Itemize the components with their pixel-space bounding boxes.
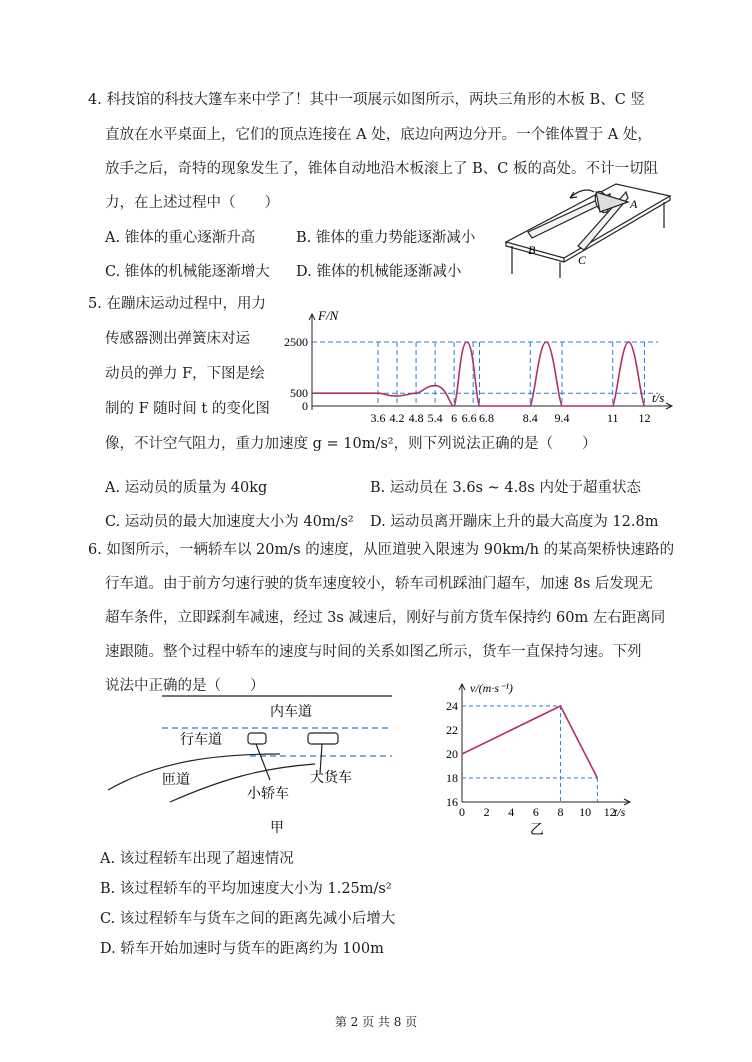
x-tick-label: 3.6: [370, 411, 386, 425]
x-tick-label: 12: [638, 411, 651, 425]
q6-line1: 6. 如图所示，一辆轿车以 20m/s 的速度，从匝道驶入限速为 90km/h 的某高架桥快速路的: [88, 542, 675, 558]
force-curve: [312, 342, 644, 406]
y-tick-label: 2500: [284, 335, 308, 349]
q6-line5: 说法中正确的是（ ）: [105, 678, 265, 694]
q6-option-d: D. 轿车开始加速时与货车的距离约为 100m: [100, 941, 384, 957]
x-tick-label: 10: [579, 805, 592, 819]
q5-option-b: B. 运动员在 3.6s ~ 4.8s 内处于超重状态: [370, 480, 641, 496]
x-tick-label: 6: [532, 805, 539, 819]
q6-line3: 超车条件，立即踩刹车减速，经过 3s 减速后，刚好与前方货车保持约 60m 左右距离同: [105, 610, 666, 626]
x-tick-label: 8: [557, 805, 564, 819]
q5-option-c: C. 运动员的最大加速度大小为 40m/s²: [105, 514, 354, 530]
x-tick-label: 4.8: [408, 411, 424, 425]
truck-label: 大货车: [310, 771, 352, 786]
q4-option-b: B. 锥体的重力势能逐渐减小: [296, 230, 476, 246]
x-tick-label: 9.4: [554, 411, 570, 425]
x-axis-label: t/s: [652, 390, 665, 405]
q5-option-d: D. 运动员离开蹦床上升的最大高度为 12.8m: [370, 514, 659, 530]
x-tick-label: 12: [603, 805, 616, 819]
driving-lane-label: 行车道: [180, 733, 222, 748]
q5-line1: 5. 在蹦床运动过程中，用力: [88, 296, 266, 312]
label-a: A: [630, 197, 638, 211]
q6-line4: 速跟随。整个过程中轿车的速度与时间的关系如图乙所示，货车一直保持匀速。下列: [105, 644, 642, 660]
q5-line3: 动员的弹力 F，下图是绘: [105, 366, 265, 382]
q4-option-a: A. 锥体的重心逐渐升高: [105, 230, 256, 246]
q4-line3: 放手之后，奇特的现象发生了，锥体自动地沿木板滚上了 B、C 板的高处。不计一切阻: [105, 161, 658, 177]
x-tick-label: 6.8: [479, 411, 495, 425]
q4-option-d: D. 锥体的机械能逐渐减小: [296, 264, 462, 280]
q5-line2: 传感器测出弹簧床对运: [105, 331, 250, 347]
q4-line4: 力，在上述过程中（ ）: [105, 195, 279, 211]
figure-caption-yi: 乙: [529, 823, 544, 838]
x-tick-label: 4: [508, 805, 515, 819]
q5-option-a: A. 运动员的质量为 40kg: [105, 480, 268, 496]
velocity-time-chart: [436, 676, 636, 840]
y-tick-label: 22: [446, 723, 458, 737]
y-tick-label: 0: [302, 399, 308, 413]
q4-line2: 直放在水平桌面上，它们的顶点连接在 A 处，底边向两边分开。一个锥体置于 A 处，: [105, 127, 652, 143]
y-tick-label: 16: [446, 795, 458, 809]
cone-board-figure: [498, 162, 680, 280]
q6-option-b: B. 该过程轿车的平均加速度大小为 1.25m/s²: [100, 881, 392, 897]
y-tick-label: 20: [446, 747, 458, 761]
q6-option-c: C. 该过程轿车与货车之间的距离先减小后增大: [100, 911, 396, 927]
y-axis-label: v/(m·s⁻¹): [470, 681, 513, 695]
q5-line4: 制的 F 随时间 t 的变化图: [105, 401, 270, 417]
x-tick-label: 0: [459, 805, 465, 819]
car-label: 小轿车: [247, 787, 289, 802]
label-b: B: [528, 243, 536, 257]
y-tick-label: 18: [446, 771, 458, 785]
q6-option-a: A. 该过程轿车出现了超速情况: [100, 851, 294, 867]
label-c: C: [578, 253, 587, 267]
y-axis-label: F/N: [318, 308, 339, 323]
figure-caption-jia: 甲: [270, 821, 284, 836]
road-diagram: [100, 690, 400, 840]
x-axis-label: t/s: [614, 805, 626, 819]
q4-line1: 4. 科技馆的科技大篷车来中学了！其中一项展示如图所示，两块三角形的木板 B、C 竖: [88, 92, 645, 108]
x-tick-label: 6: [451, 411, 458, 425]
inner-lane-label: 内车道: [270, 705, 312, 720]
q6-line2: 行车道。由于前方匀速行驶的货车速度较小，轿车司机踩油门超车，加速 8s 后发现无: [105, 576, 653, 592]
y-tick-label: 500: [290, 386, 308, 401]
x-tick-label: 8.4: [522, 411, 538, 425]
q4-option-c: C. 锥体的机械能逐渐增大: [105, 264, 270, 280]
force-time-chart: [280, 306, 680, 436]
page-footer: 第 2 页 共 8 页: [334, 1015, 418, 1029]
x-tick-label: 4.2: [389, 411, 405, 425]
velocity-curve: [462, 706, 597, 778]
x-tick-label: 11: [606, 411, 619, 425]
ramp-label: 匝道: [162, 773, 190, 788]
y-tick-label: 24: [446, 699, 458, 713]
x-tick-label: 2: [483, 805, 490, 819]
q5-line5: 像，不计空气阻力，重力加速度 g = 10m/s²，则下列说法正确的是（ ）: [105, 436, 597, 452]
x-tick-label: 6.6: [461, 411, 477, 425]
x-tick-label: 5.4: [427, 411, 443, 425]
